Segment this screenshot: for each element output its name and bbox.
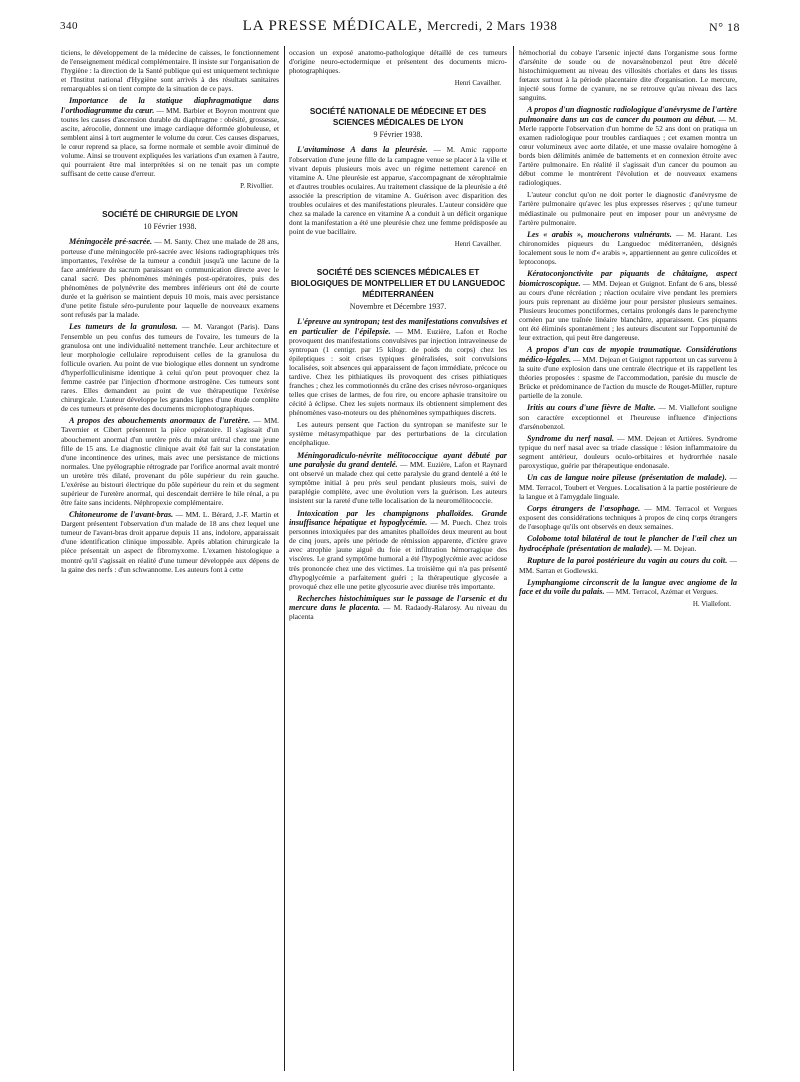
column-divider [513, 46, 514, 1071]
article-entry [519, 269, 737, 342]
article-entry [519, 473, 737, 501]
article-entry [289, 509, 507, 591]
section-date: 9 Février 1938. [373, 130, 423, 140]
article-entry [61, 510, 279, 574]
article-entry [61, 96, 279, 178]
article-entry [519, 504, 737, 532]
article-entry [61, 322, 279, 413]
article-entry [61, 416, 279, 507]
article-entry [61, 237, 279, 319]
article-text: — MM. L. Bérard, J.-F. Martin et Dargent présentent l'observation d'un malade de 18 ans chez lequel une tumeur de l'avant-bras droit apparue depuis 11 ans, indolore, apparaissait d'une identification clinique impossible. Après ablation chirurgicale la pièce présentait un aspect de fibromyxome. L'examen histologique a montré qu'il s'agissait en réalité d'une tumeur développée aux dépens de la gaine des nerfs : d'un schwannome. Les auteurs font à cette [61, 509, 279, 574]
issue-number: N° 18 [709, 20, 740, 34]
article-title: Rupture de la paroi postérieure du vagin au cours du coït. [527, 556, 728, 566]
article-text: — M. Amic rapporte l'observation d'une jeune fille de la campagne venue se placer à la ville et vivant depuis plusieurs mois avec un régime nettement carencé en vitamine A. Une pleurésie est apparue, s'accompagnant de xérophtalmie et d'autres troubles oculaires. Au traitement classique de la pleurésie a été associée la prescription de vitamine A. Guérison avec disparition des troubles oculaires et des manifestations pleurales. L'auteur considère que chez sa malade la carence en vitamine A a conduit à un déficit organique dont la manifestation a été une pleurésie chez une femme prédisposée au point de vue bacillaire. [289, 145, 507, 237]
article-title: Kératoconjonctivite par piquants de châtaigne, aspect biomicroscopique. [519, 269, 737, 288]
article-text: ticiens, le développement de la médecine de caisses, le fonctionnement de l'enseignement médical complémentaire. Il insiste sur l'organisation de l'hygiène : la direction de la Santé publique qui est uniquement technique et l'Institut national d'Hygiène sont arrivés à des résultats sanitaires remarquables si on tient compte de la situation de ce pays. [61, 48, 279, 94]
article-title: Corps étrangers de l'œsophage. [527, 503, 641, 513]
section-date: 10 Février 1938. [143, 222, 197, 232]
article-title: A propos d'un cas de myopie traumatique. Considérations médico-légales. [519, 345, 737, 364]
article-entry [289, 145, 507, 236]
article-title: Syndrome du nerf nasal. [527, 433, 615, 443]
article-entry [519, 556, 737, 574]
article-text: occasion un exposé anatomo-pathologique détaillé de ces tumeurs d'origine neuro-ectodermique et présentent des documents micro-photographiques. [289, 48, 507, 76]
signature: P. Rivollier. [240, 182, 273, 191]
article-entry [519, 105, 737, 187]
issue-date: Mercredi, 2 Mars 1938 [427, 18, 558, 33]
article-text: — M. Merle rapporte l'observation d'un homme de 52 ans dont on pratiqua un examen radiologique pour troubles cardiaques ; cet examen montra un cœur volumineux avec aorte dilatée, et une masse ovalaire homogène à bords bien délimités animée de battements et en connexion étroite avec l'artère pulmonaire. En réalité il s'agissait d'un cancer du poumon au début comme le montrèrent l'évolution et de nouveaux examens radiologiques. [519, 114, 737, 188]
signature: H. Viallefont. [692, 600, 731, 609]
article-title: Intoxication par les champignons phalloïdes. Grande insuffisance hépatique et hypoglycémie. [289, 508, 507, 527]
article-text: — MM. Tavernier et Cibert présentent la pièce opératoire. Il s'agissait d'un abouchement anormal d'un uretère près du méat urétral chez une jeune fille de 15 ans. Le diagnostic clinique avait été fait sur la constatation d'une incontinence des urines, mais avec une persistance de mictions normales. Une pyélographie rétrograde par l'orifice anormal avait montré un uretère très dilaté, provenant du pôle supérieur du rein gauche. L'exérèse au bistouri électrique du pôle supérieur du rein et du segment supérieur de l'uretère anormal, qui descendait derrière le hile rénal, a pu être faite sans incidents. Néphropexie complémentaire. [61, 416, 279, 507]
article-title: Iritis au cours d'une fièvre de Malte. [527, 403, 656, 413]
article-text: L'auteur conclut qu'on ne doit porter le diagnostic d'anévrysme de l'artère pulmonaire qu'avec les plus expresses réserves ; qu'une tumeur médiastinale ou pulmonaire peut en imposer pour un anévrysme de l'artère pulmonaire. [519, 190, 737, 227]
article-title: L'épreuve au syntropan; test des manifestations convulsives et en particulier de l'épilepsie. [289, 317, 507, 336]
article-title: Un cas de langue noire pileuse (présentation de malade). [527, 473, 727, 483]
article-text: — MM. Euzière, Lafon et Roche provoquent des manifestations convulsives par injection intraveineuse de syntropan (1 centigr. par 15 kilogr. de poids du corps) chez les épileptiques : soit crises typiques généralisées, soit convulsions localisées, soit absences qui apparaissent de façon immédiate, précoce ou tardive. Chez les pithiatiques ils provoquent des crises pithiatiques franches ; chez les commotionnés du crâne des crises névroso-organiques telles que crises de larmes, de fou rire, ou encore aphasie transitoire ou cécité à éclipse. Chez les sujets normaux ils obtiennent simplement des phénomènes vaso-moteurs ou des phénomènes sympathiques discrets. [289, 326, 507, 418]
page-header [60, 18, 740, 38]
article-text: — MM. Terracol et Vergues exposent des considérations techniques à propos de cinq corps étrangers de l'œsophage qu'ils ont observés en deux semaines. [519, 503, 737, 532]
section-date: Novembre et Décembre 1937. [349, 302, 447, 312]
article-text: — M. Radaody-Ralarosy. Au niveau du placenta [289, 603, 507, 622]
article-title: A propos des abouchements anormaux de l'uretère. [69, 416, 251, 426]
article-entry [519, 230, 737, 267]
article-text: hémochorial du cobaye l'arsenic injecté dans l'organisme sous forme d'arsénite de soude ou de novarsénobenzol peut être décelé histochimiquement au niveau des villosités choriales et dans les tissus fœtaux surtout à la période placentaire dite d'organisation. Le mercure, injecté sous forme de cyanure, ne se retrouve qu'au niveau des lacs sanguins. [519, 48, 737, 103]
article-text: — MM. Barbier et Boyron montrent que toutes les causes d'ascension durable du diaphragme : obésité, grossesse, ascite, aérocolie, donnent une image cardiaque déformée globuleuse, et semblent ainsi à tort augmenter le volume du cœur. Ces causes disparues, le cœur reprend sa place, sa forme normale et semble avoir diminué de volume. Ainsi se trouvent expliquées les variations d'un examen à l'autre, qui pourraient être mal interprétées si on ne tenait pas un compte suffisant de cette cause d'erreur. [61, 105, 279, 179]
article-text: — MM. Euzière, Lafon et Raynard ont observé un malade chez qui cette paralysie du grand dentelé a été le symptôme initial à peu près seul pendant plusieurs mois, suivi de paraplégie complète, avec une évolution vers la guérison. Les auteurs insistent sur la rareté d'une telle localisation de la neuromélitococcie. [289, 459, 507, 506]
article-title: Colobome total bilatéral de tout le plancher de l'œil chez un hydrocéphale (présentation de malade). [519, 534, 737, 553]
article-entry [519, 403, 737, 431]
article-title: Chitoneurome de l'avant-bras. [69, 509, 174, 519]
article-text: — MM. Dejean et Guignot rapportent un cas survenu à la suite d'une explosion dans une centrale électrique et ils rappellent les théories proposées : spasme de l'accommodation, parésie du muscle de Brücke et prédominance de l'action du muscle de Rouget-Müller, rupture partielle de la zonule. [519, 354, 737, 401]
article-text: — M. Viallefont souligne son caractère exceptionnel et l'heureuse influence d'injections d'arsénobenzol. [519, 403, 737, 431]
article-text: — MM. Terracol, Toubert et Vergues. Localisation à la partie postérieure de la langue et à l'amygdale linguale. [519, 473, 737, 501]
article-title: A propos d'un diagnostic radiologique d'anévrysme de l'artère pulmonaire dans un cas de cancer du poumon au début. [519, 105, 737, 124]
article-title: Recherches histochimiques sur le passage de l'arsenic et du mercure dans le placenta. [289, 593, 507, 613]
column-divider [284, 46, 285, 1071]
article-text: — M. Santy. Chez une malade de 28 ans, porteuse d'une méningocèle pré-sacrée avec lésions radiographiques très importantes, l'exérèse de la tumeur a conduit jusqu'à une lacune de la face antérieure du sacrum paraissant en communication directe avec le canal sacré. Des phénomènes méningés post-opératoires, puis des phénomènes de polynévrite des membres inférieurs ont été de courte durée et la guérison se maintient depuis 10 mois, mais avec persistance d'une petite fistule séro-purulente pour laquelle de nouveaux examens sont refusés par la malade. [61, 237, 279, 320]
journal-name: LA PRESSE MÉDICALE, [242, 18, 423, 34]
article-text: Les auteurs pensent que l'action du syntropan se manifeste sur le système métasympathique par des perturbations de la circulation encéphalique. [289, 420, 507, 448]
article-entry [519, 578, 737, 597]
article-entry [519, 534, 737, 553]
page-number: 340 [60, 20, 78, 32]
section-title: SOCIÉTÉ NATIONALE DE MÉDECINE ET DES SCIENCES MÉDICALES DE LYON [309, 107, 487, 128]
journal-title [60, 18, 740, 35]
column-3 [519, 48, 737, 1078]
article-text: — MM. Terracol, Azémar et Vergues. [606, 586, 718, 596]
article-title: Les « arabis », moucherons vulnérants. [527, 229, 672, 239]
section-title: SOCIÉTÉ DES SCIENCES MÉDICALES ET BIOLOGIQUES DE MONTPELLIER ET DU LANGUEDOC MÉDITERRANÉEN [290, 268, 506, 300]
article-entry [519, 434, 737, 471]
column-2 [289, 48, 507, 1078]
article-entry [289, 594, 507, 622]
article-title: Méningoradiculo-névrite mélitococcique ayant débuté par une paralysie du grand dentelé. [289, 450, 507, 469]
article-text: — MM. Dejean et Artières. Syndrome typique du nerf nasal avec sa triade classique : lésion inflammatoire du segment antérieur, douleurs oculo-orbitaires et hydrorrhée nasale paroxystique, guérie par thérapeutique endonasale. [519, 433, 737, 471]
article-title: Méningocèle pré-sacrée. [69, 237, 153, 247]
article-title: Les tumeurs de la granulosa. [69, 322, 178, 332]
article-text: — MM. Dejean et Guignot. Enfant de 6 ans, blessé au cours d'une récréation ; réaction oculaire vive pendant les premiers jours puis reprenant au dixième jour pour persister plusieurs semaines. Plusieurs leucomes ponctiformes, certains prolongés dans le parenchyme cornéen par une traînée linéaire blanchâtre, apparaissent. Ces piquants ont été éliminés spontanément ; les auteurs discutent sur l'opportunité de leur extraction, qui peut être dangereuse. [519, 278, 737, 343]
article-title: L'avitaminose A dans la pleurésie. [297, 145, 428, 155]
article-text: — MM. Sarran et Godlewski. [519, 556, 737, 575]
article-title: Importance de la statique diaphragmatique dans l'orthodiagramme du cœur. [61, 96, 279, 115]
article-entry [519, 345, 737, 400]
article-entry [289, 451, 507, 506]
signature: Henri Cavailher. [454, 79, 501, 88]
column-1 [61, 48, 279, 1078]
signature: Henri Cavailher. [454, 240, 501, 249]
article-text: — M. Harant. Les chironomides piqueurs du Languedoc méditerranéen, désignés localement sous le nom d'« arabis », appartiennent au genre culicoïdes et leptoconops. [519, 229, 737, 267]
article-title: Lymphangiome circonscrit de la langue avec angiome de la face et du voile du palais. [519, 577, 737, 596]
article-text: — M. Puech. Chez trois personnes intoxiquées par des amanites phalloïdes deux meurent au bout de cinq jours, après une période de rémission apparente, d'ictère grave avec atrophie jaune aiguë du foie et infiltration hémorragique des viscères. Le grand symptôme humoral a été l'hypoglycémie avec acidose très prononcée chez une des victimes. La troisième qui n'a pas présenté d'hypoglycémie a parfaitement guéri ; la thérapeutique glycosée a provoqué chez elle une petite glycosurie avec diurèse très importante. [289, 517, 507, 591]
article-text: — M. Varangot (Paris). Dans l'ensemble un peu confus des tumeurs de l'ovaire, les tumeurs de la granulosa ont une individualité nettement tranchée. Leur architecture et leur morphologie cellulaire reproduisent celles de la granulosa du follicule ovarien. Au point de vue biologique elles donnent un syndrome d'hyperfolliculinisme identique à celui qu'on peut provoquer chez la femme castrée par l'injection d'hormone œstrogène. Ces tumeurs sont rares. Elles demandent au point de vue thérapeutique l'exérèse chirurgicale. L'auteur développe les grandes lignes d'une étude complète de ces tumeurs et présente des documents microphotographiques. [61, 322, 279, 414]
section-title: SOCIÉTÉ DE CHIRURGIE DE LYON [102, 210, 238, 220]
article-text: — M. Dejean. [654, 543, 697, 553]
article-entry [289, 317, 507, 417]
